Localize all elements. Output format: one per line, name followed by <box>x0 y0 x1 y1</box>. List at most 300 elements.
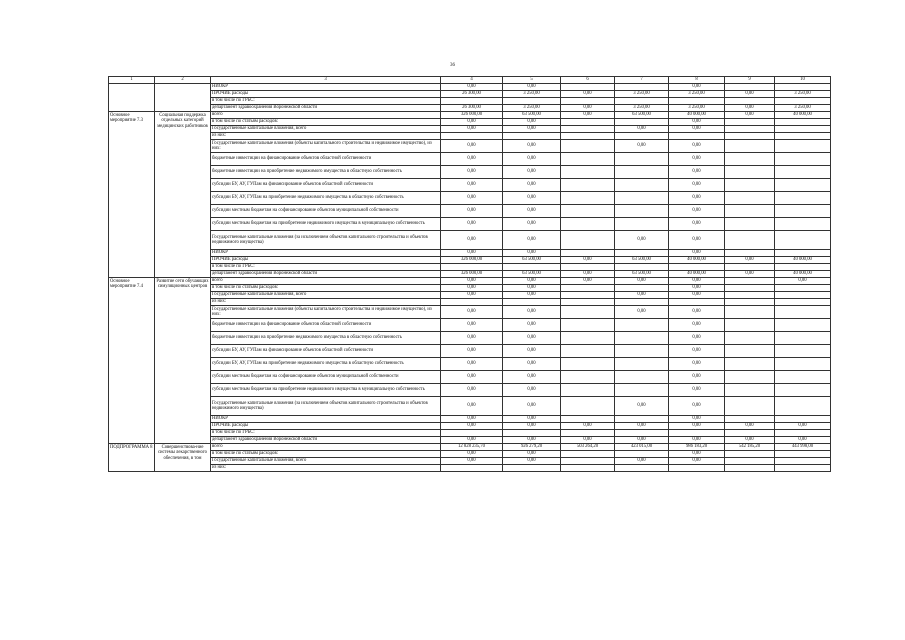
amount-cell <box>725 306 775 319</box>
amount-cell: 0,00 <box>669 140 725 153</box>
amount-cell <box>615 319 669 332</box>
amount-cell <box>615 133 669 140</box>
amount-cell <box>669 98 725 105</box>
amount-cell: 0,00 <box>503 371 561 384</box>
expense-item-cell: Государственные капитальные вложения (за исключением объектов капитального строительства и объектов недвижимого имущества) <box>211 397 441 416</box>
amount-cell <box>561 126 615 133</box>
amount-cell <box>725 119 775 126</box>
amount-cell: 0,00 <box>615 292 669 299</box>
amount-cell <box>615 285 669 292</box>
amount-cell: 0,00 <box>669 231 725 250</box>
amount-cell <box>615 218 669 231</box>
amount-cell <box>561 292 615 299</box>
amount-cell: 0,00 <box>441 218 503 231</box>
amount-cell: 0,00 <box>669 205 725 218</box>
table-row <box>109 105 831 112</box>
amount-cell: 0,00 <box>503 192 561 205</box>
amount-cell <box>441 133 503 140</box>
amount-cell <box>775 179 831 192</box>
amount-cell: 63 500,00 <box>615 257 669 264</box>
amount-cell: 0,00 <box>441 285 503 292</box>
amount-cell: 0,00 <box>441 179 503 192</box>
table-row <box>109 437 831 444</box>
header-cell: 7 <box>615 77 669 84</box>
program-title-cell: Социальная поддержка отдельных категорий медицинских работников <box>155 112 211 278</box>
amount-cell: 3 250,00 <box>503 91 561 98</box>
expense-item-cell: бюджетные инвестиции на финансирование объектов областной собственности <box>211 319 441 332</box>
amount-cell: 0,00 <box>615 278 669 285</box>
expense-item-cell: ПРОЧИЕ расходы <box>211 423 441 430</box>
amount-cell <box>725 126 775 133</box>
amount-cell: 0,00 <box>669 416 725 423</box>
amount-cell <box>725 153 775 166</box>
expense-item-cell: бюджетные инвестиции на финансирование объектов областной собственности <box>211 153 441 166</box>
amount-cell <box>615 264 669 271</box>
amount-cell: 0,00 <box>503 218 561 231</box>
amount-cell: 0,00 <box>669 126 725 133</box>
header-cell: 6 <box>561 77 615 84</box>
amount-cell <box>775 384 831 397</box>
amount-cell <box>775 133 831 140</box>
table-row <box>109 112 831 119</box>
amount-cell: 12 828 235,70 <box>441 444 503 451</box>
amount-cell: 0,00 <box>503 437 561 444</box>
amount-cell: 63 500,00 <box>615 112 669 119</box>
amount-cell: 0,00 <box>441 166 503 179</box>
amount-cell <box>725 299 775 306</box>
amount-cell: 0,00 <box>561 112 615 119</box>
amount-cell <box>725 397 775 416</box>
table-row <box>109 119 831 126</box>
amount-cell <box>725 458 775 465</box>
amount-cell <box>561 306 615 319</box>
amount-cell: 0,00 <box>615 126 669 133</box>
amount-cell <box>775 292 831 299</box>
amount-cell: 0,00 <box>441 192 503 205</box>
amount-cell <box>775 205 831 218</box>
table-row <box>109 285 831 292</box>
amount-cell <box>725 332 775 345</box>
table-row <box>109 140 831 153</box>
amount-cell: 0,00 <box>441 451 503 458</box>
amount-cell: 0,00 <box>669 371 725 384</box>
amount-cell <box>561 384 615 397</box>
amount-cell <box>503 98 561 105</box>
table-row <box>109 465 831 472</box>
table-row <box>109 218 831 231</box>
expense-item-cell: в том числе по статьям расходов: <box>211 451 441 458</box>
amount-cell: 0,00 <box>441 416 503 423</box>
amount-cell <box>561 133 615 140</box>
amount-cell: 0,00 <box>441 205 503 218</box>
table-row <box>109 205 831 218</box>
expense-item-cell: бюджетные инвестиции на приобретение недвижимого имущества в областную собственность <box>211 166 441 179</box>
amount-cell: 0,00 <box>503 458 561 465</box>
amount-cell <box>615 358 669 371</box>
expense-item-cell: всего <box>211 278 441 285</box>
table-row <box>109 91 831 98</box>
amount-cell: 3 250,00 <box>775 105 831 112</box>
table-row <box>109 278 831 285</box>
amount-cell: 40 000,00 <box>669 271 725 278</box>
amount-cell: 3 250,00 <box>669 91 725 98</box>
amount-cell: 0,00 <box>669 192 725 205</box>
expense-item-cell: департамент здравоохранения Воронежской области <box>211 105 441 112</box>
amount-cell <box>561 397 615 416</box>
expense-item-cell: субсидии местным бюджетам на софинансирование объектов муниципальной собственности <box>211 205 441 218</box>
amount-cell: 0,00 <box>669 166 725 179</box>
amount-cell: 326 000,00 <box>441 257 503 264</box>
table-row <box>109 257 831 264</box>
amount-cell <box>561 458 615 465</box>
amount-cell <box>561 264 615 271</box>
amount-cell: 986 183,20 <box>669 444 725 451</box>
header-cell: 4 <box>441 77 503 84</box>
amount-cell: 0,00 <box>561 437 615 444</box>
amount-cell: 0,00 <box>775 423 831 430</box>
amount-cell: 0,00 <box>441 231 503 250</box>
amount-cell <box>441 98 503 105</box>
expense-item-cell: бюджетные инвестиции на приобретение недвижимого имущества в областную собственность <box>211 332 441 345</box>
amount-cell: 0,00 <box>561 278 615 285</box>
amount-cell <box>775 397 831 416</box>
table-row <box>109 423 831 430</box>
amount-cell <box>775 451 831 458</box>
amount-cell: 0,00 <box>441 397 503 416</box>
amount-cell: 0,00 <box>669 458 725 465</box>
expense-item-cell: из них: <box>211 133 441 140</box>
amount-cell: 0,00 <box>615 458 669 465</box>
table-row <box>109 179 831 192</box>
amount-cell: 0,00 <box>503 423 561 430</box>
expense-item-cell: субсидии БУ, АУ, ГУПам на финансирование объектов областной собственности <box>211 345 441 358</box>
table-row <box>109 458 831 465</box>
amount-cell: 0,00 <box>441 345 503 358</box>
amount-cell <box>503 430 561 437</box>
amount-cell <box>615 166 669 179</box>
expense-item-cell: Государственные капитальные вложения, всего <box>211 458 441 465</box>
table-row <box>109 126 831 133</box>
expense-item-cell: субсидии БУ, АУ, ГУПам на приобретение недвижимого имущества в областную собственность <box>211 192 441 205</box>
amount-cell: 26 300,00 <box>441 105 503 112</box>
amount-cell: 0,00 <box>441 384 503 397</box>
amount-cell <box>561 371 615 384</box>
amount-cell: 0,00 <box>669 397 725 416</box>
amount-cell <box>725 319 775 332</box>
amount-cell <box>615 250 669 257</box>
amount-cell: 63 500,00 <box>615 271 669 278</box>
amount-cell: 0,00 <box>441 423 503 430</box>
table-row <box>109 416 831 423</box>
amount-cell <box>503 299 561 306</box>
amount-cell <box>725 133 775 140</box>
table-row <box>109 384 831 397</box>
expense-item-cell: субсидии местным бюджетам на приобретение недвижимого имущества в муниципальную собственность <box>211 218 441 231</box>
amount-cell <box>775 416 831 423</box>
amount-cell: 0,00 <box>669 84 725 91</box>
amount-cell <box>561 299 615 306</box>
expense-item-cell: субсидии местным бюджетам на приобретение недвижимого имущества в муниципальную собственность <box>211 384 441 397</box>
amount-cell <box>615 179 669 192</box>
amount-cell: 0,00 <box>669 437 725 444</box>
expense-item-cell: в том числе по статьям расходов: <box>211 285 441 292</box>
expense-item-cell: субсидии БУ, АУ, ГУПам на приобретение недвижимого имущества в областную собственность <box>211 358 441 371</box>
amount-cell: 63 500,00 <box>503 257 561 264</box>
amount-cell <box>615 332 669 345</box>
amount-cell: 0,00 <box>669 384 725 397</box>
table-row <box>109 98 831 105</box>
amount-cell <box>725 416 775 423</box>
program-title-cell <box>155 84 211 112</box>
amount-cell: 0,00 <box>441 458 503 465</box>
amount-cell <box>725 218 775 231</box>
amount-cell <box>775 306 831 319</box>
amount-cell <box>503 133 561 140</box>
amount-cell: 0,00 <box>775 437 831 444</box>
table-row <box>109 358 831 371</box>
table-row <box>109 250 831 257</box>
program-title-cell: Совершенствова-ние системы лекарственного обеспечения, в том <box>155 444 211 472</box>
amount-cell: 0,00 <box>503 384 561 397</box>
amount-cell <box>561 416 615 423</box>
amount-cell <box>561 430 615 437</box>
expense-item-cell: Государственные капитальные вложения (объекты капитального строительства и недвижимое имущество), из них: <box>211 306 441 319</box>
amount-cell: 3 250,00 <box>775 91 831 98</box>
amount-cell <box>775 231 831 250</box>
amount-cell <box>775 430 831 437</box>
amount-cell: 0,00 <box>615 397 669 416</box>
amount-cell: 0,00 <box>615 437 669 444</box>
amount-cell <box>725 205 775 218</box>
amount-cell: 0,00 <box>669 292 725 299</box>
amount-cell <box>561 285 615 292</box>
expense-item-cell: в том числе по ГРБС: <box>211 98 441 105</box>
amount-cell: 0,00 <box>441 306 503 319</box>
amount-cell: 0,00 <box>615 306 669 319</box>
header-cell: 1 <box>109 77 155 84</box>
amount-cell <box>561 98 615 105</box>
program-code-cell: Основное мероприятие 7.4 <box>109 278 155 444</box>
expense-item-cell: НИОКР <box>211 250 441 257</box>
amount-cell: 0,00 <box>441 126 503 133</box>
amount-cell: 0,00 <box>503 250 561 257</box>
program-code-cell: Основное мероприятие 7.3 <box>109 112 155 278</box>
amount-cell: 542 185,20 <box>725 444 775 451</box>
amount-cell <box>615 205 669 218</box>
amount-cell <box>775 345 831 358</box>
amount-cell: 0,00 <box>503 332 561 345</box>
amount-cell <box>775 166 831 179</box>
amount-cell <box>775 126 831 133</box>
amount-cell <box>441 465 503 472</box>
header-cell: 2 <box>155 77 211 84</box>
header-cell: 5 <box>503 77 561 84</box>
header-cell: 3 <box>211 77 441 84</box>
amount-cell: 0,00 <box>503 416 561 423</box>
amount-cell <box>669 430 725 437</box>
amount-cell: 40 000,00 <box>775 112 831 119</box>
table-row <box>109 345 831 358</box>
amount-cell: 0,00 <box>503 84 561 91</box>
amount-cell <box>503 264 561 271</box>
amount-cell: 0,00 <box>669 119 725 126</box>
amount-cell <box>441 299 503 306</box>
amount-cell: 0,00 <box>441 371 503 384</box>
expense-item-cell: ПРОЧИЕ расходы <box>211 91 441 98</box>
amount-cell <box>669 299 725 306</box>
amount-cell <box>725 264 775 271</box>
expense-item-cell: НИОКР <box>211 416 441 423</box>
amount-cell: 0,00 <box>615 140 669 153</box>
amount-cell <box>441 430 503 437</box>
expense-item-cell: субсидии местным бюджетам на софинансирование объектов муниципальной собственности <box>211 371 441 384</box>
amount-cell <box>561 319 615 332</box>
table-row <box>109 332 831 345</box>
table-row <box>109 84 831 91</box>
amount-cell <box>615 451 669 458</box>
amount-cell <box>669 133 725 140</box>
expense-item-cell: Государственные капитальные вложения, всего <box>211 126 441 133</box>
amount-cell <box>615 345 669 358</box>
amount-cell: 0,00 <box>669 250 725 257</box>
expense-item-cell: департамент здравоохранения Воронежской области <box>211 437 441 444</box>
amount-cell: 0,00 <box>503 451 561 458</box>
amount-cell: 0,00 <box>441 250 503 257</box>
amount-cell: 0,00 <box>503 179 561 192</box>
amount-cell: 326 000,00 <box>441 112 503 119</box>
amount-cell <box>615 299 669 306</box>
amount-cell: 0,00 <box>725 257 775 264</box>
amount-cell <box>775 299 831 306</box>
expense-item-cell: в том числе по статьям расходов: <box>211 119 441 126</box>
amount-cell <box>775 218 831 231</box>
amount-cell <box>615 192 669 205</box>
header-cell: 8 <box>669 77 725 84</box>
amount-cell <box>775 319 831 332</box>
amount-cell: 0,00 <box>561 271 615 278</box>
amount-cell: 0,00 <box>725 423 775 430</box>
amount-cell <box>725 98 775 105</box>
amount-cell <box>561 192 615 205</box>
amount-cell <box>669 465 725 472</box>
amount-cell <box>561 332 615 345</box>
amount-cell: 0,00 <box>503 231 561 250</box>
amount-cell <box>725 250 775 257</box>
amount-cell: 3 250,00 <box>615 91 669 98</box>
amount-cell: 0,00 <box>441 292 503 299</box>
amount-cell: 0,00 <box>503 292 561 299</box>
amount-cell <box>561 205 615 218</box>
amount-cell: 40 000,00 <box>775 257 831 264</box>
amount-cell <box>561 250 615 257</box>
program-title-cell: Развитие сети обучающих симуляционных центров <box>155 278 211 444</box>
amount-cell: 423 015,00 <box>615 444 669 451</box>
expense-item-cell: НИОКР <box>211 84 441 91</box>
amount-cell: 0,00 <box>503 319 561 332</box>
amount-cell <box>775 264 831 271</box>
expense-item-cell: Государственные капитальные вложения, всего <box>211 292 441 299</box>
amount-cell: 3 250,00 <box>503 105 561 112</box>
expense-item-cell: департамент здравоохранения Воронежской области <box>211 271 441 278</box>
amount-cell: 0,00 <box>669 179 725 192</box>
table-row <box>109 444 831 451</box>
amount-cell: 3 250,00 <box>669 105 725 112</box>
amount-cell <box>561 465 615 472</box>
amount-cell <box>615 371 669 384</box>
amount-cell <box>775 192 831 205</box>
amount-cell: 0,00 <box>441 140 503 153</box>
amount-cell: 926 279,20 <box>503 444 561 451</box>
amount-cell <box>725 140 775 153</box>
amount-cell <box>615 84 669 91</box>
budget-table <box>108 76 831 472</box>
table-row <box>109 166 831 179</box>
header-cell: 9 <box>725 77 775 84</box>
amount-cell: 0,00 <box>441 358 503 371</box>
expense-item-cell: Государственные капитальные вложения (за исключением объектов капитального строительства и объектов недвижимого имущества) <box>211 231 441 250</box>
amount-cell: 0,00 <box>441 84 503 91</box>
amount-cell: 0,00 <box>725 91 775 98</box>
amount-cell: 0,00 <box>669 423 725 430</box>
amount-cell: 40 000,00 <box>775 271 831 278</box>
amount-cell: 0,00 <box>503 397 561 416</box>
amount-cell <box>775 140 831 153</box>
table-row <box>109 231 831 250</box>
amount-cell <box>725 371 775 384</box>
amount-cell: 0,00 <box>615 423 669 430</box>
header-cell: 10 <box>775 77 831 84</box>
program-code-cell <box>109 84 155 112</box>
amount-cell: 63 500,00 <box>503 271 561 278</box>
amount-cell: 0,00 <box>669 332 725 345</box>
amount-cell <box>725 278 775 285</box>
expense-item-cell: субсидии БУ, АУ, ГУПам на финансирование объектов областной собственности <box>211 179 441 192</box>
amount-cell <box>775 98 831 105</box>
amount-cell <box>615 98 669 105</box>
amount-cell: 26 300,00 <box>441 91 503 98</box>
amount-cell: 0,00 <box>441 332 503 345</box>
amount-cell: 0,00 <box>441 153 503 166</box>
amount-cell: 0,00 <box>441 278 503 285</box>
amount-cell: 0,00 <box>503 278 561 285</box>
amount-cell <box>725 384 775 397</box>
amount-cell: 0,00 <box>725 105 775 112</box>
amount-cell: 0,00 <box>669 278 725 285</box>
table-row <box>109 153 831 166</box>
amount-cell <box>725 192 775 205</box>
amount-cell <box>561 218 615 231</box>
amount-cell <box>615 153 669 166</box>
amount-cell <box>775 84 831 91</box>
amount-cell <box>669 264 725 271</box>
amount-cell <box>725 345 775 358</box>
amount-cell <box>561 84 615 91</box>
table-row <box>109 192 831 205</box>
amount-cell <box>775 465 831 472</box>
table-row <box>109 319 831 332</box>
table-row <box>109 264 831 271</box>
amount-cell: 503 264,20 <box>561 444 615 451</box>
amount-cell: 0,00 <box>441 319 503 332</box>
expense-item-cell: в том числе по ГРБС: <box>211 264 441 271</box>
amount-cell: 0,00 <box>503 126 561 133</box>
amount-cell: 0,00 <box>669 358 725 371</box>
amount-cell: 0,00 <box>503 306 561 319</box>
amount-cell <box>561 451 615 458</box>
amount-cell: 0,00 <box>669 345 725 358</box>
amount-cell <box>615 430 669 437</box>
amount-cell <box>561 345 615 358</box>
